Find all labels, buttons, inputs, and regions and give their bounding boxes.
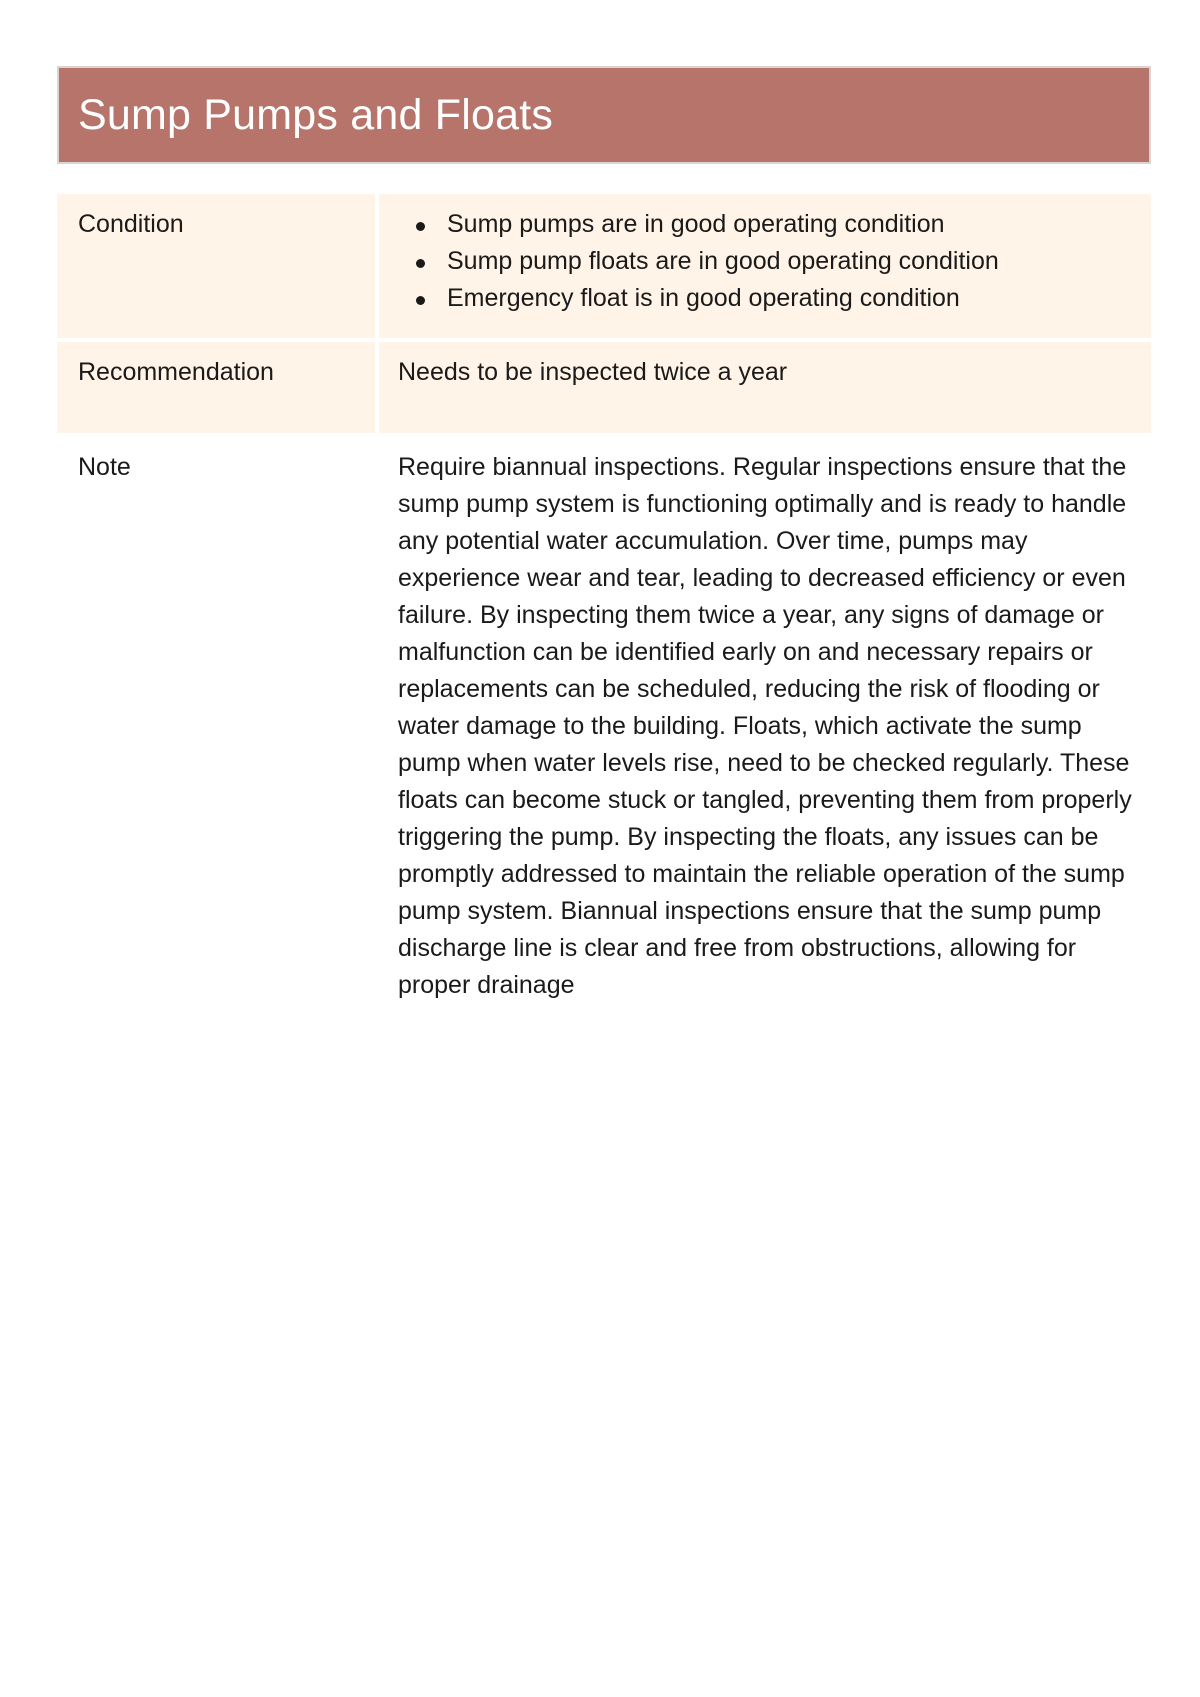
condition-item: Emergency float is in good operating condition [416, 280, 1133, 317]
note-text: Require biannual inspections. Regular inspections ensure that the sump pump system is functioning optimally and is ready to handle any potential water accumulation. Over time, pumps may experience wear and tear, leading to decreased efficiency or even failure. By inspecting them twice a year, any signs of damage or malfunction can be identified early on and necessary repairs or replacements can be scheduled, reducing the risk of flooding or water damage to the building. Floats, which activate the sump pump when water levels rise, need to be checked regularly. These floats can become stuck or tangled, preventing them from properly triggering the pump. By inspecting the floats, any issues can be promptly addressed to maintain the reliable operation of the sump pump system. Biannual inspections ensure that the sump pump discharge line is clear and free from obstructions, allowing for proper drainage [398, 453, 1132, 999]
note-label: Note [78, 453, 131, 481]
section-title: Sump Pumps and Floats [78, 90, 554, 139]
note-value [375, 433, 1151, 1004]
recommendation-label: Recommendation [57, 342, 375, 433]
section-header [57, 66, 1151, 164]
condition-item: Sump pumps are in good operating condition [416, 206, 1133, 243]
condition-label: Condition [57, 194, 375, 342]
report-page [57, 66, 1151, 1004]
recommendation-value: Needs to be inspected twice a year [375, 342, 1151, 433]
condition-value [375, 194, 1151, 342]
condition-list [398, 206, 1133, 317]
condition-item: Sump pump floats are in good operating condition [416, 243, 1133, 280]
details-table [57, 194, 1151, 1004]
